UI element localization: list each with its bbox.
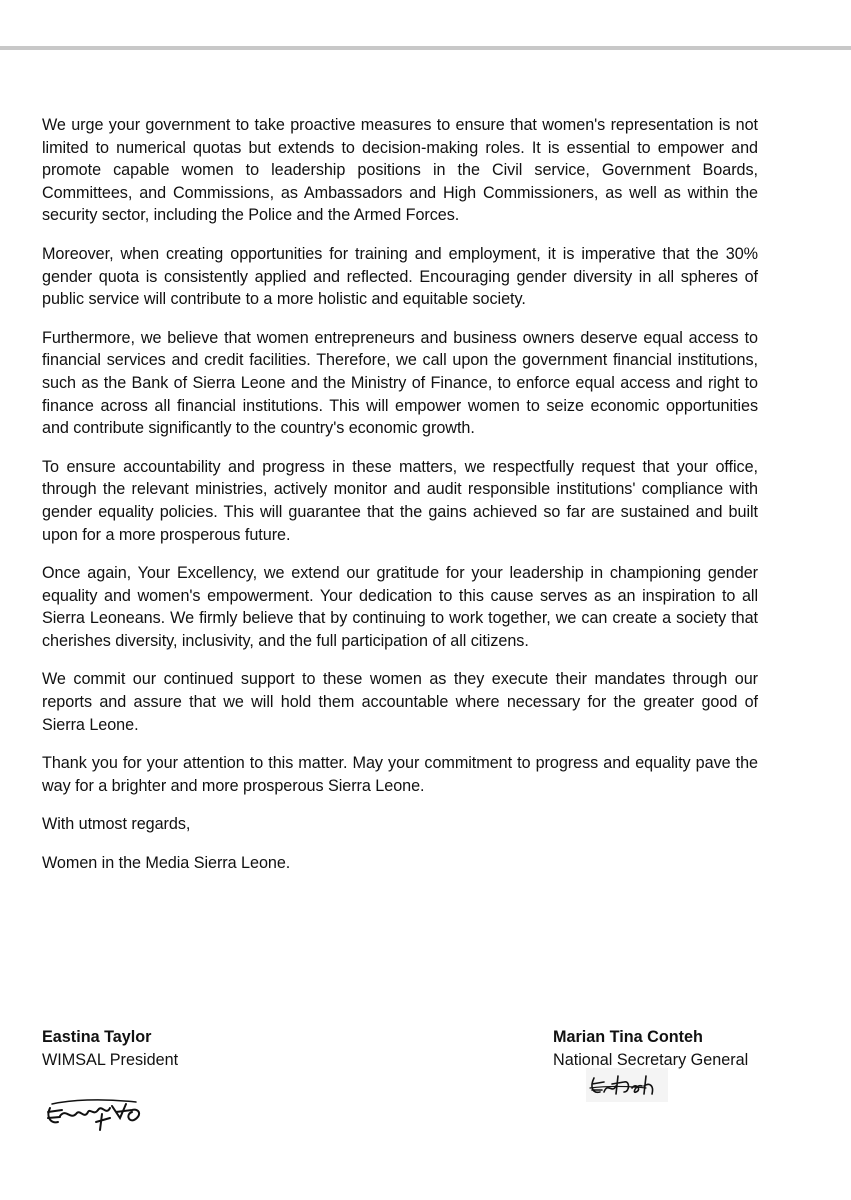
organization-name: Women in the Media Sierra Leone. <box>42 854 291 873</box>
paragraph-3: Furthermore, we believe that women entrepreneurs and business owners deserve equal access to financial services and credit facilities. Therefore, we call upon the government financial institutions, such as the Bank of Sierra Leone and the Ministry of Finance, to enforce equal access and right to finance across all financial institutions. This will empower women to seize economic opportunities and contribute significantly to the country's economic growth. <box>42 328 758 438</box>
paragraph-4: To ensure accountability and progress in these matters, we respectfully request that your office, through the relevant ministries, actively monitor and audit responsible institutions' compliance with gender equality policies. This will guarantee that the gains achieved so far are sustained and built upon for a more prosperous future. <box>42 457 758 544</box>
paragraph-7: Thank you for your attention to this matter. May your commitment to progress and equality pave the way for a brighter and more prosperous Sierra Leone. <box>42 754 758 795</box>
signatory-title: WIMSAL President <box>42 1050 179 1069</box>
signatory-left <box>42 1026 178 1071</box>
signatory-name: Marian Tina Conteh <box>553 1028 703 1046</box>
signatory-title: National Secretary General <box>553 1050 749 1069</box>
letter-body <box>42 114 758 891</box>
signature-icon <box>586 1068 668 1102</box>
header-divider <box>0 46 851 50</box>
paragraph-1: We urge your government to take proactive measures to ensure that women's representation is not limited to numerical quotas but extends to decision-making roles. It is essential to empower and promote capable women to leadership positions in the Civil service, Government Boards, Committees, and Commissions, as Ambassadors and High Commissioners, as well as within the security sector, including the Police and the Armed Forces. <box>42 116 758 225</box>
signatory-right <box>553 1026 748 1071</box>
signatory-name: Eastina Taylor <box>42 1028 152 1046</box>
paragraph-2: Moreover, when creating opportunities for training and employment, it is imperative that the 30% gender quota is consistently applied and reflected. Encouraging gender diversity in all spheres of public service will contribute to a more holistic and equitable society. <box>42 244 758 309</box>
paragraph-5: Once again, Your Excellency, we extend our gratitude for your leadership in championing gender equality and women's empowerment. Your dedication to this cause serves as an inspiration to all Sierra Leoneans. We firmly believe that by continuing to work together, we can create a society that cherishes diversity, inclusivity, and the full participation of all citizens. <box>42 564 758 650</box>
signature-icon <box>40 1086 148 1134</box>
paragraph-6: We commit our continued support to these women as they execute their mandates through our reports and assure that we will hold them accountable where necessary for the greater good of Sierra Leone. <box>42 670 758 734</box>
closing-salutation: With utmost regards, <box>42 815 191 834</box>
